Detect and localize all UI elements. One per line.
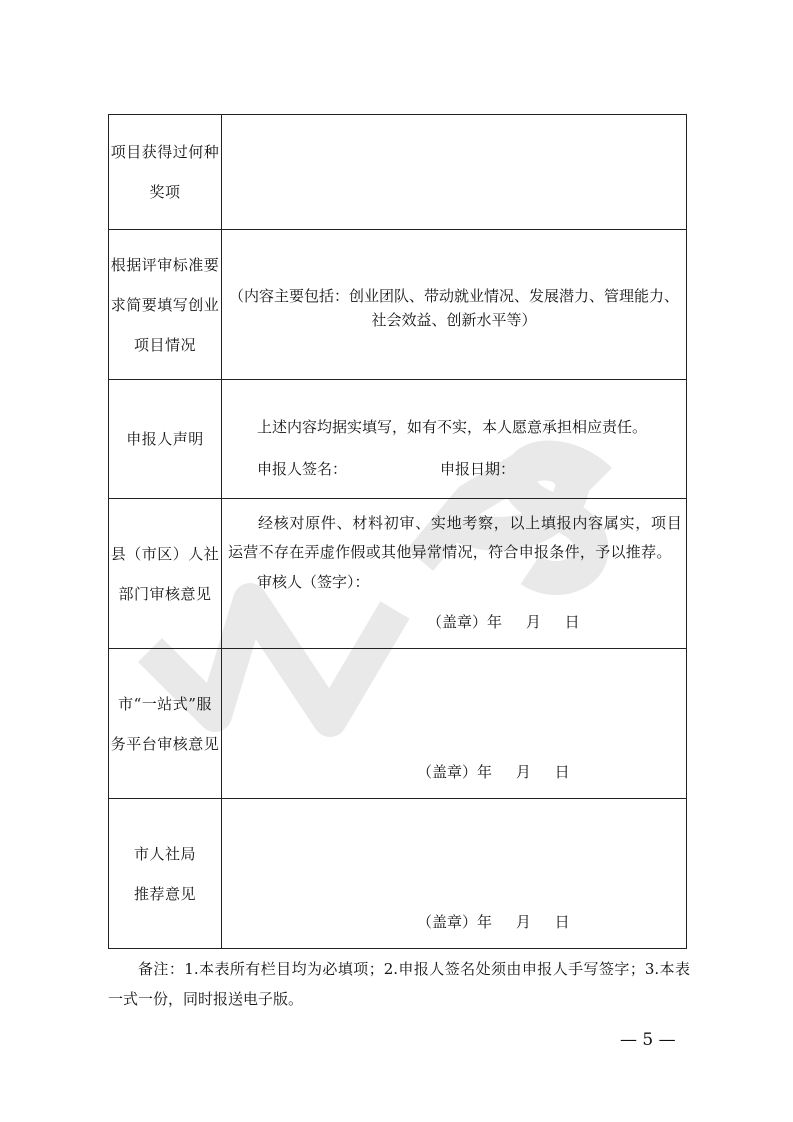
label-line: 推荐意见 bbox=[133, 884, 196, 903]
content-note-line-1: （内容主要包括：创业团队、带动就业情况、发展潜力、管理能力、 bbox=[228, 287, 679, 305]
form-footnote: 备注：1.本表所有栏目均为必填项；2.申报人签名处须由申报人手写签字；3.本表一式一份，同时报送电子版。 bbox=[108, 960, 690, 1008]
label-line: 项目情况 bbox=[133, 335, 196, 354]
label-line: 市“一站式”服 bbox=[118, 694, 212, 713]
table-row bbox=[109, 799, 687, 949]
seal-date-line: （盖章）年 月 日 bbox=[417, 913, 570, 931]
content-note-line-2: 社会效益、创新水平等） bbox=[371, 311, 537, 329]
applicant-declaration-label bbox=[109, 380, 222, 499]
applicant-declaration-field bbox=[222, 380, 687, 499]
table-row bbox=[109, 380, 687, 499]
label-line: 市人社局 bbox=[133, 844, 196, 863]
label-line: 求简要填写创业 bbox=[110, 295, 220, 314]
awards-field[interactable] bbox=[222, 115, 687, 230]
county-review-paragraph: 经核对原件、材料初审、实地考察，以上填报内容属实，项目运营不存在弄虚作假或其他异常情况，符合申报条件，予以推荐。 bbox=[228, 514, 682, 561]
table-row bbox=[109, 230, 687, 380]
label-line: 奖项 bbox=[149, 183, 181, 201]
one-stop-review-field[interactable] bbox=[222, 649, 687, 799]
seal-date-line: （盖章）年 月 日 bbox=[417, 763, 570, 781]
declaration-statement: 上述内容均据实填写，如有不实，本人愿意承担相应责任。 bbox=[257, 418, 648, 436]
table-row bbox=[109, 649, 687, 799]
one-stop-review-label bbox=[109, 649, 222, 799]
project-situation-label bbox=[109, 230, 222, 380]
project-situation-field[interactable] bbox=[222, 230, 687, 380]
application-date-label: 申报日期： bbox=[440, 460, 516, 478]
label-line: 申报人声明 bbox=[126, 430, 204, 448]
reviewer-signature-label: 审核人（签字）： bbox=[257, 573, 370, 591]
county-review-field bbox=[222, 499, 687, 649]
label-line: 县（市区）人社 bbox=[110, 544, 220, 563]
page-number: — 5 — bbox=[620, 1030, 676, 1050]
county-review-label bbox=[109, 499, 222, 649]
table-row bbox=[109, 499, 687, 649]
city-hr-recommendation-field[interactable] bbox=[222, 799, 687, 949]
awards-label bbox=[109, 115, 222, 230]
city-hr-recommendation-label bbox=[109, 799, 222, 949]
label-line: 根据评审标准要 bbox=[110, 255, 220, 274]
label-line: 项目获得过何种 bbox=[110, 143, 220, 161]
table-row bbox=[109, 115, 687, 230]
application-form-table bbox=[108, 114, 687, 949]
applicant-signature-label: 申报人签名： bbox=[257, 460, 348, 478]
label-line: 务平台审核意见 bbox=[110, 734, 220, 753]
seal-date-line: （盖章）年 月 日 bbox=[427, 613, 580, 631]
label-line: 部门审核意见 bbox=[118, 584, 212, 603]
